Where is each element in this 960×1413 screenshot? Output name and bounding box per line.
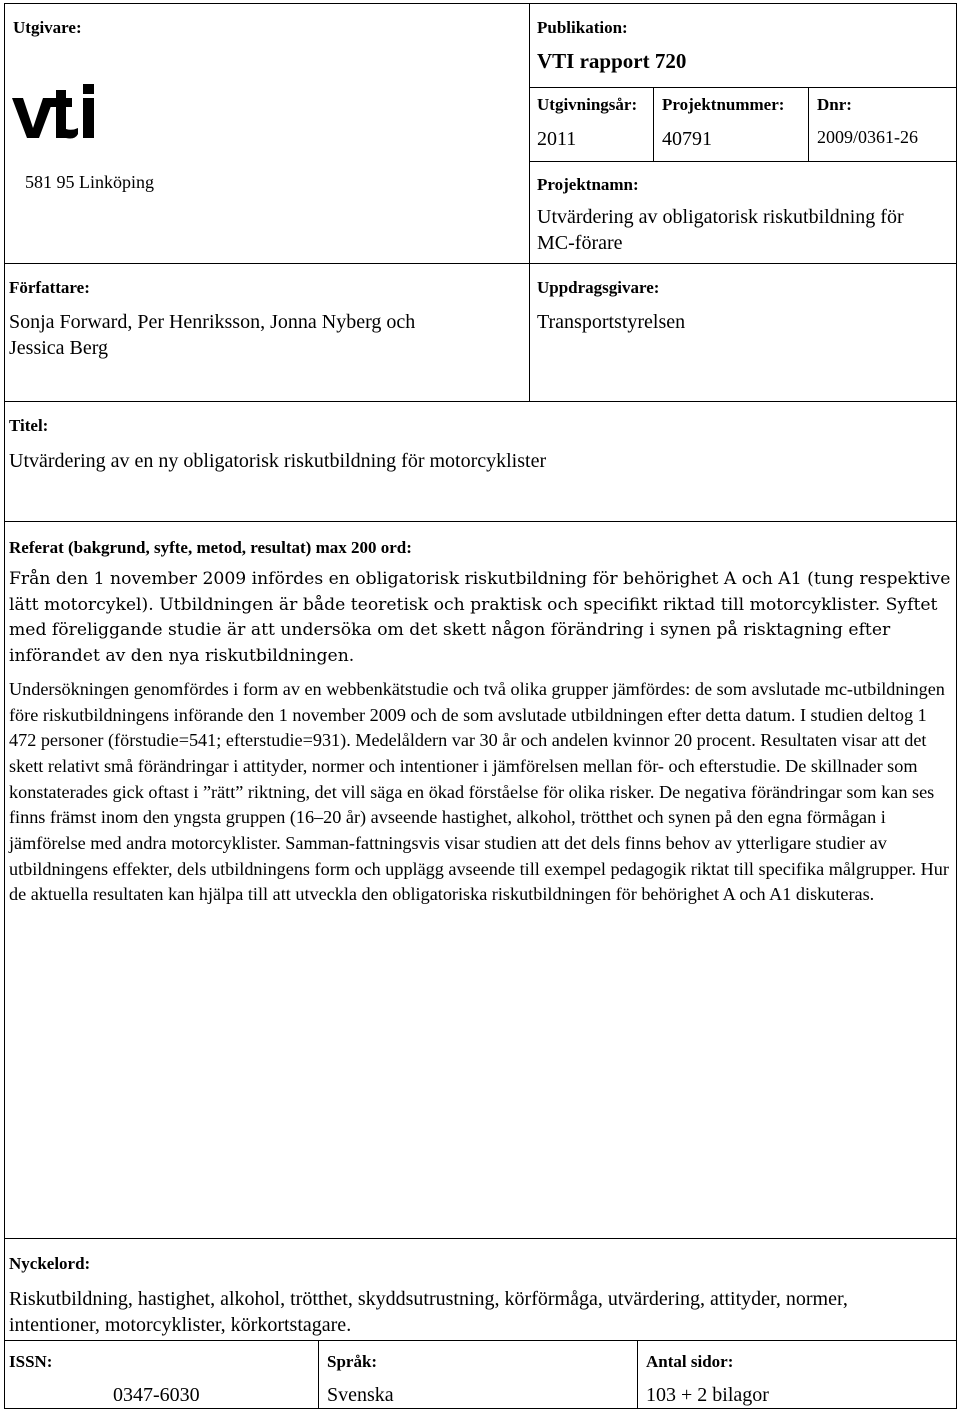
issn-label: ISSN: bbox=[9, 1352, 53, 1371]
language-value: Svenska bbox=[327, 1384, 394, 1406]
authors-line2: Jessica Berg bbox=[9, 337, 109, 359]
dnr-value: 2009/0361-26 bbox=[817, 127, 918, 147]
divider-issn-language bbox=[318, 1340, 319, 1409]
project-name-line2: MC-förare bbox=[537, 232, 623, 254]
keywords-line1: Riskutbildning, hastighet, alkohol, trötthet, skyddsutrustning, körförmåga, utvärdering, attityder, normer, bbox=[9, 1288, 848, 1310]
abstract-paragraph-2: Undersökningen genomfördes i form av en webbenkätstudie och två olika grupper jämfördes: de som avslutade mc-utbildningen före riskutbildningens införande den 1 november 2009 och de som avslutade utbildningen efter detta datum. I studien deltog 1 472 personer (förstudie=541; efterstudie=931). Medelåldern var 30 år och andelen kvinnor 20 procent. Resultaten visar att det skett relativt små förändringar i attityder, normer och intentioner i jämförelsen mellan för- och efterstudie. De skillnader som konstaterades gick oftast i ”rätt” riktning, det vill säga en ökad förståelse för olika risker. De negativa förändringar som kan ses finns främst inom den yngsta gruppen (16–20 år) avseende hastighet, alkohol, trötthet och synen på den egna förmågan i jämförelse med andra motorcyklister. Samman-fattningsvis visar studien att det dels finns behov av ytterligare studier av utbildningens effekter, dels utbildningens form och upplägg avseende till exempel pedagogik riktat till specifika målgrupper. Hur de aktuella resultaten kan hjälpa till att utveckla den obligatoriska riskutbildningen för behörighet A och A1 diskuteras. bbox=[9, 678, 949, 905]
project-number-label: Projektnummer: bbox=[662, 95, 785, 114]
publication-value: VTI rapport 720 bbox=[537, 49, 687, 73]
abstract-label: Referat (bakgrund, syfte, metod, resultat) max 200 ord: bbox=[9, 538, 412, 557]
divider-meta-projectname bbox=[529, 161, 957, 162]
keywords-line2: intentioner, motorcyklister, körkortstagare. bbox=[9, 1314, 352, 1336]
authors-line1: Sonja Forward, Per Henriksson, Jonna Nyberg och bbox=[9, 311, 416, 333]
divider-top-title bbox=[4, 401, 957, 402]
divider-publication-meta bbox=[529, 87, 957, 88]
issn-value: 0347-6030 bbox=[113, 1384, 200, 1406]
abstract-paragraph-1: Från den 1 november 2009 infördes en obligatorisk riskutbildning för behörighet A och A1 (tung respektive lätt motorcykel). Utbildningen är både teoretisk och praktisk och specifikt riktad till motorcyklister. Syftet med föreliggande studie är att undersöka om det skett någon förändring i synen på risktagning efter införandet av den nya riskutbildningen. bbox=[9, 569, 951, 667]
pages-label: Antal sidor: bbox=[646, 1352, 734, 1371]
year-label: Utgivningsår: bbox=[537, 95, 638, 114]
divider-left-right bbox=[529, 3, 530, 401]
language-label: Språk: bbox=[327, 1352, 378, 1371]
divider-projectname-client bbox=[529, 263, 957, 264]
title-label: Titel: bbox=[9, 416, 49, 435]
publisher-label: Utgivare: bbox=[13, 18, 82, 37]
publication-label: Publikation: bbox=[537, 18, 628, 37]
keywords-label: Nyckelord: bbox=[9, 1254, 91, 1273]
dnr-label: Dnr: bbox=[817, 95, 852, 114]
project-name-label: Projektnamn: bbox=[537, 175, 639, 194]
divider-title-abstract bbox=[4, 521, 957, 522]
pages-value: 103 + 2 bilagor bbox=[646, 1384, 769, 1406]
divider-year-projnum bbox=[653, 87, 654, 161]
title-value: Utvärdering av en ny obligatorisk riskutbildning för motorcyklister bbox=[9, 450, 547, 472]
vti-logo bbox=[12, 84, 102, 144]
client-value: Transportstyrelsen bbox=[537, 311, 686, 333]
authors-label: Författare: bbox=[9, 278, 90, 297]
divider-publisher-authors bbox=[4, 263, 529, 264]
abstract-body bbox=[9, 567, 954, 908]
divider-abstract-keywords bbox=[4, 1238, 957, 1239]
project-name-line1: Utvärdering av obligatorisk riskutbildning för bbox=[537, 206, 904, 228]
divider-keywords-footer bbox=[4, 1340, 957, 1341]
publisher-address: 581 95 Linköping bbox=[25, 172, 154, 192]
divider-projnum-dnr bbox=[808, 87, 809, 161]
client-label: Uppdragsgivare: bbox=[537, 278, 660, 297]
project-number-value: 40791 bbox=[662, 128, 712, 150]
year-value: 2011 bbox=[537, 128, 577, 150]
divider-language-pages bbox=[637, 1340, 638, 1409]
